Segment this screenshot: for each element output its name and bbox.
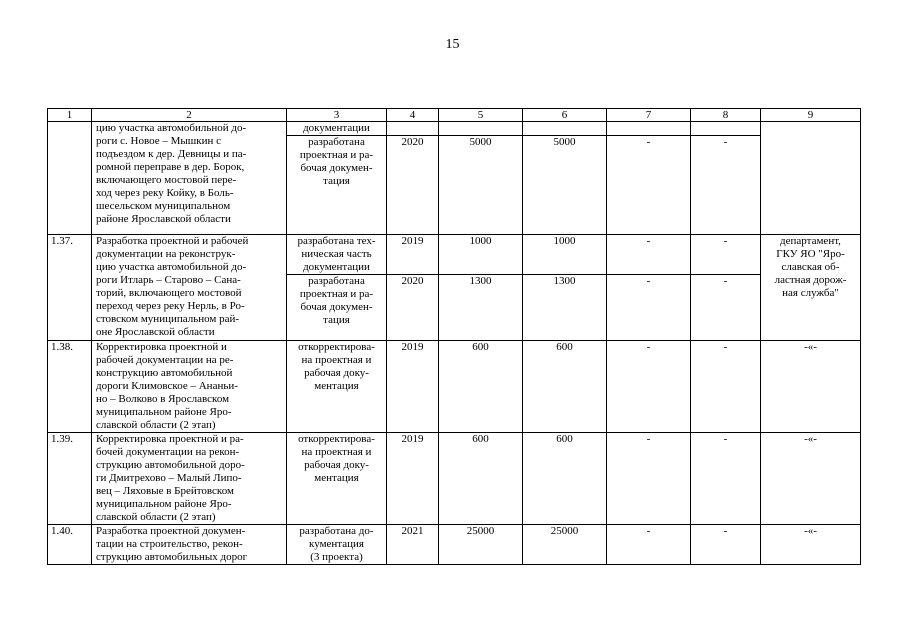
table-row — [48, 525, 861, 565]
year-cell: 2021 — [387, 525, 439, 565]
column-header: 1 — [48, 109, 92, 122]
year-cell — [387, 122, 439, 136]
column-number-row — [48, 109, 861, 122]
col7-cell: - — [607, 341, 691, 433]
measure-name-cell: Корректировка проектной и рабочей документации на ре- конструкцию автомобильной дороги Климовское – Ананьи- но – Волково в Ярославском муниципальном районе Яро- славской области (2 этап) — [92, 341, 287, 433]
table-row — [48, 433, 861, 525]
result-cell: разработана проектная и ра- бочая докумен- тация — [287, 275, 387, 341]
col7-cell: - — [607, 235, 691, 275]
row-number-cell: 1.38. — [48, 341, 92, 433]
programme-table — [47, 108, 861, 565]
total-cell: 25000 — [439, 525, 523, 565]
executor-cell: -«- — [761, 525, 861, 565]
result-cell: откорректирова- на проектная и рабочая доку- ментация — [287, 433, 387, 525]
col7-cell — [607, 122, 691, 136]
column-header: 8 — [691, 109, 761, 122]
result-cell: документации — [287, 122, 387, 136]
total-cell: 1000 — [439, 235, 523, 275]
year-cell: 2019 — [387, 433, 439, 525]
total-cell: 600 — [439, 341, 523, 433]
row-number-cell: 1.40. — [48, 525, 92, 565]
table-row — [48, 341, 861, 433]
executor-cell — [761, 122, 861, 235]
result-cell: разработана до- кументация (3 проекта) — [287, 525, 387, 565]
regional-cell: 25000 — [523, 525, 607, 565]
year-cell: 2020 — [387, 275, 439, 341]
col7-cell: - — [607, 433, 691, 525]
measure-name-cell: цию участка автомобильной до- роги с. Новое – Мышкин с подъездом к дер. Девницы и па- ромной переправе в дер. Борок, включающего мостовой пере- ход через реку Койку, в Боль- шесельском муниципальном районе Ярославской области — [92, 122, 287, 235]
column-header: 9 — [761, 109, 861, 122]
total-cell: 600 — [439, 433, 523, 525]
row-number-cell: 1.37. — [48, 235, 92, 341]
result-cell: разработана тех- ническая часть документации — [287, 235, 387, 275]
col8-cell — [691, 122, 761, 136]
total-cell — [439, 122, 523, 136]
row-number-cell — [48, 122, 92, 235]
col7-cell: - — [607, 525, 691, 565]
row-number-cell: 1.39. — [48, 433, 92, 525]
measure-name-cell: Разработка проектной и рабочей документации на реконструк- цию участка автомобильной до- роги Итларь – Старово – Сана- торий, включающего мостовой переход через реку Нерль, в Ро- стовском муниципальном рай- оне Ярославской области — [92, 235, 287, 341]
result-cell: разработана проектная и ра- бочая докумен- тация — [287, 136, 387, 235]
total-cell: 5000 — [439, 136, 523, 235]
year-cell: 2020 — [387, 136, 439, 235]
table-row — [48, 122, 861, 136]
column-header: 7 — [607, 109, 691, 122]
regional-cell: 1000 — [523, 235, 607, 275]
executor-cell: -«- — [761, 433, 861, 525]
col8-cell: - — [691, 136, 761, 235]
year-cell: 2019 — [387, 235, 439, 275]
col8-cell: - — [691, 433, 761, 525]
column-header: 2 — [92, 109, 287, 122]
col8-cell: - — [691, 275, 761, 341]
regional-cell: 600 — [523, 433, 607, 525]
table-row — [48, 235, 861, 275]
col7-cell: - — [607, 136, 691, 235]
regional-cell — [523, 122, 607, 136]
regional-cell: 5000 — [523, 136, 607, 235]
executor-cell: департамент, ГКУ ЯО "Яро- славская об- ластная дорож- ная служба" — [761, 235, 861, 341]
year-cell: 2019 — [387, 341, 439, 433]
column-header: 4 — [387, 109, 439, 122]
column-header: 5 — [439, 109, 523, 122]
col8-cell: - — [691, 341, 761, 433]
page-number: 15 — [445, 37, 460, 52]
col8-cell: - — [691, 525, 761, 565]
measure-name-cell: Корректировка проектной и ра- бочей документации на рекон- струкцию автомобильной доро- ги Дмитрехово – Малый Липо- вец – Ляховые в Брейтовском муниципальном районе Яро- славской области (2 этап) — [92, 433, 287, 525]
column-header: 3 — [287, 109, 387, 122]
result-cell: откорректирова- на проектная и рабочая доку- ментация — [287, 341, 387, 433]
regional-cell: 600 — [523, 341, 607, 433]
regional-cell: 1300 — [523, 275, 607, 341]
executor-cell: -«- — [761, 341, 861, 433]
column-header: 6 — [523, 109, 607, 122]
col7-cell: - — [607, 275, 691, 341]
col8-cell: - — [691, 235, 761, 275]
measure-name-cell: Разработка проектной докумен- тации на строительство, рекон- струкцию автомобильных дорог — [92, 525, 287, 565]
total-cell: 1300 — [439, 275, 523, 341]
